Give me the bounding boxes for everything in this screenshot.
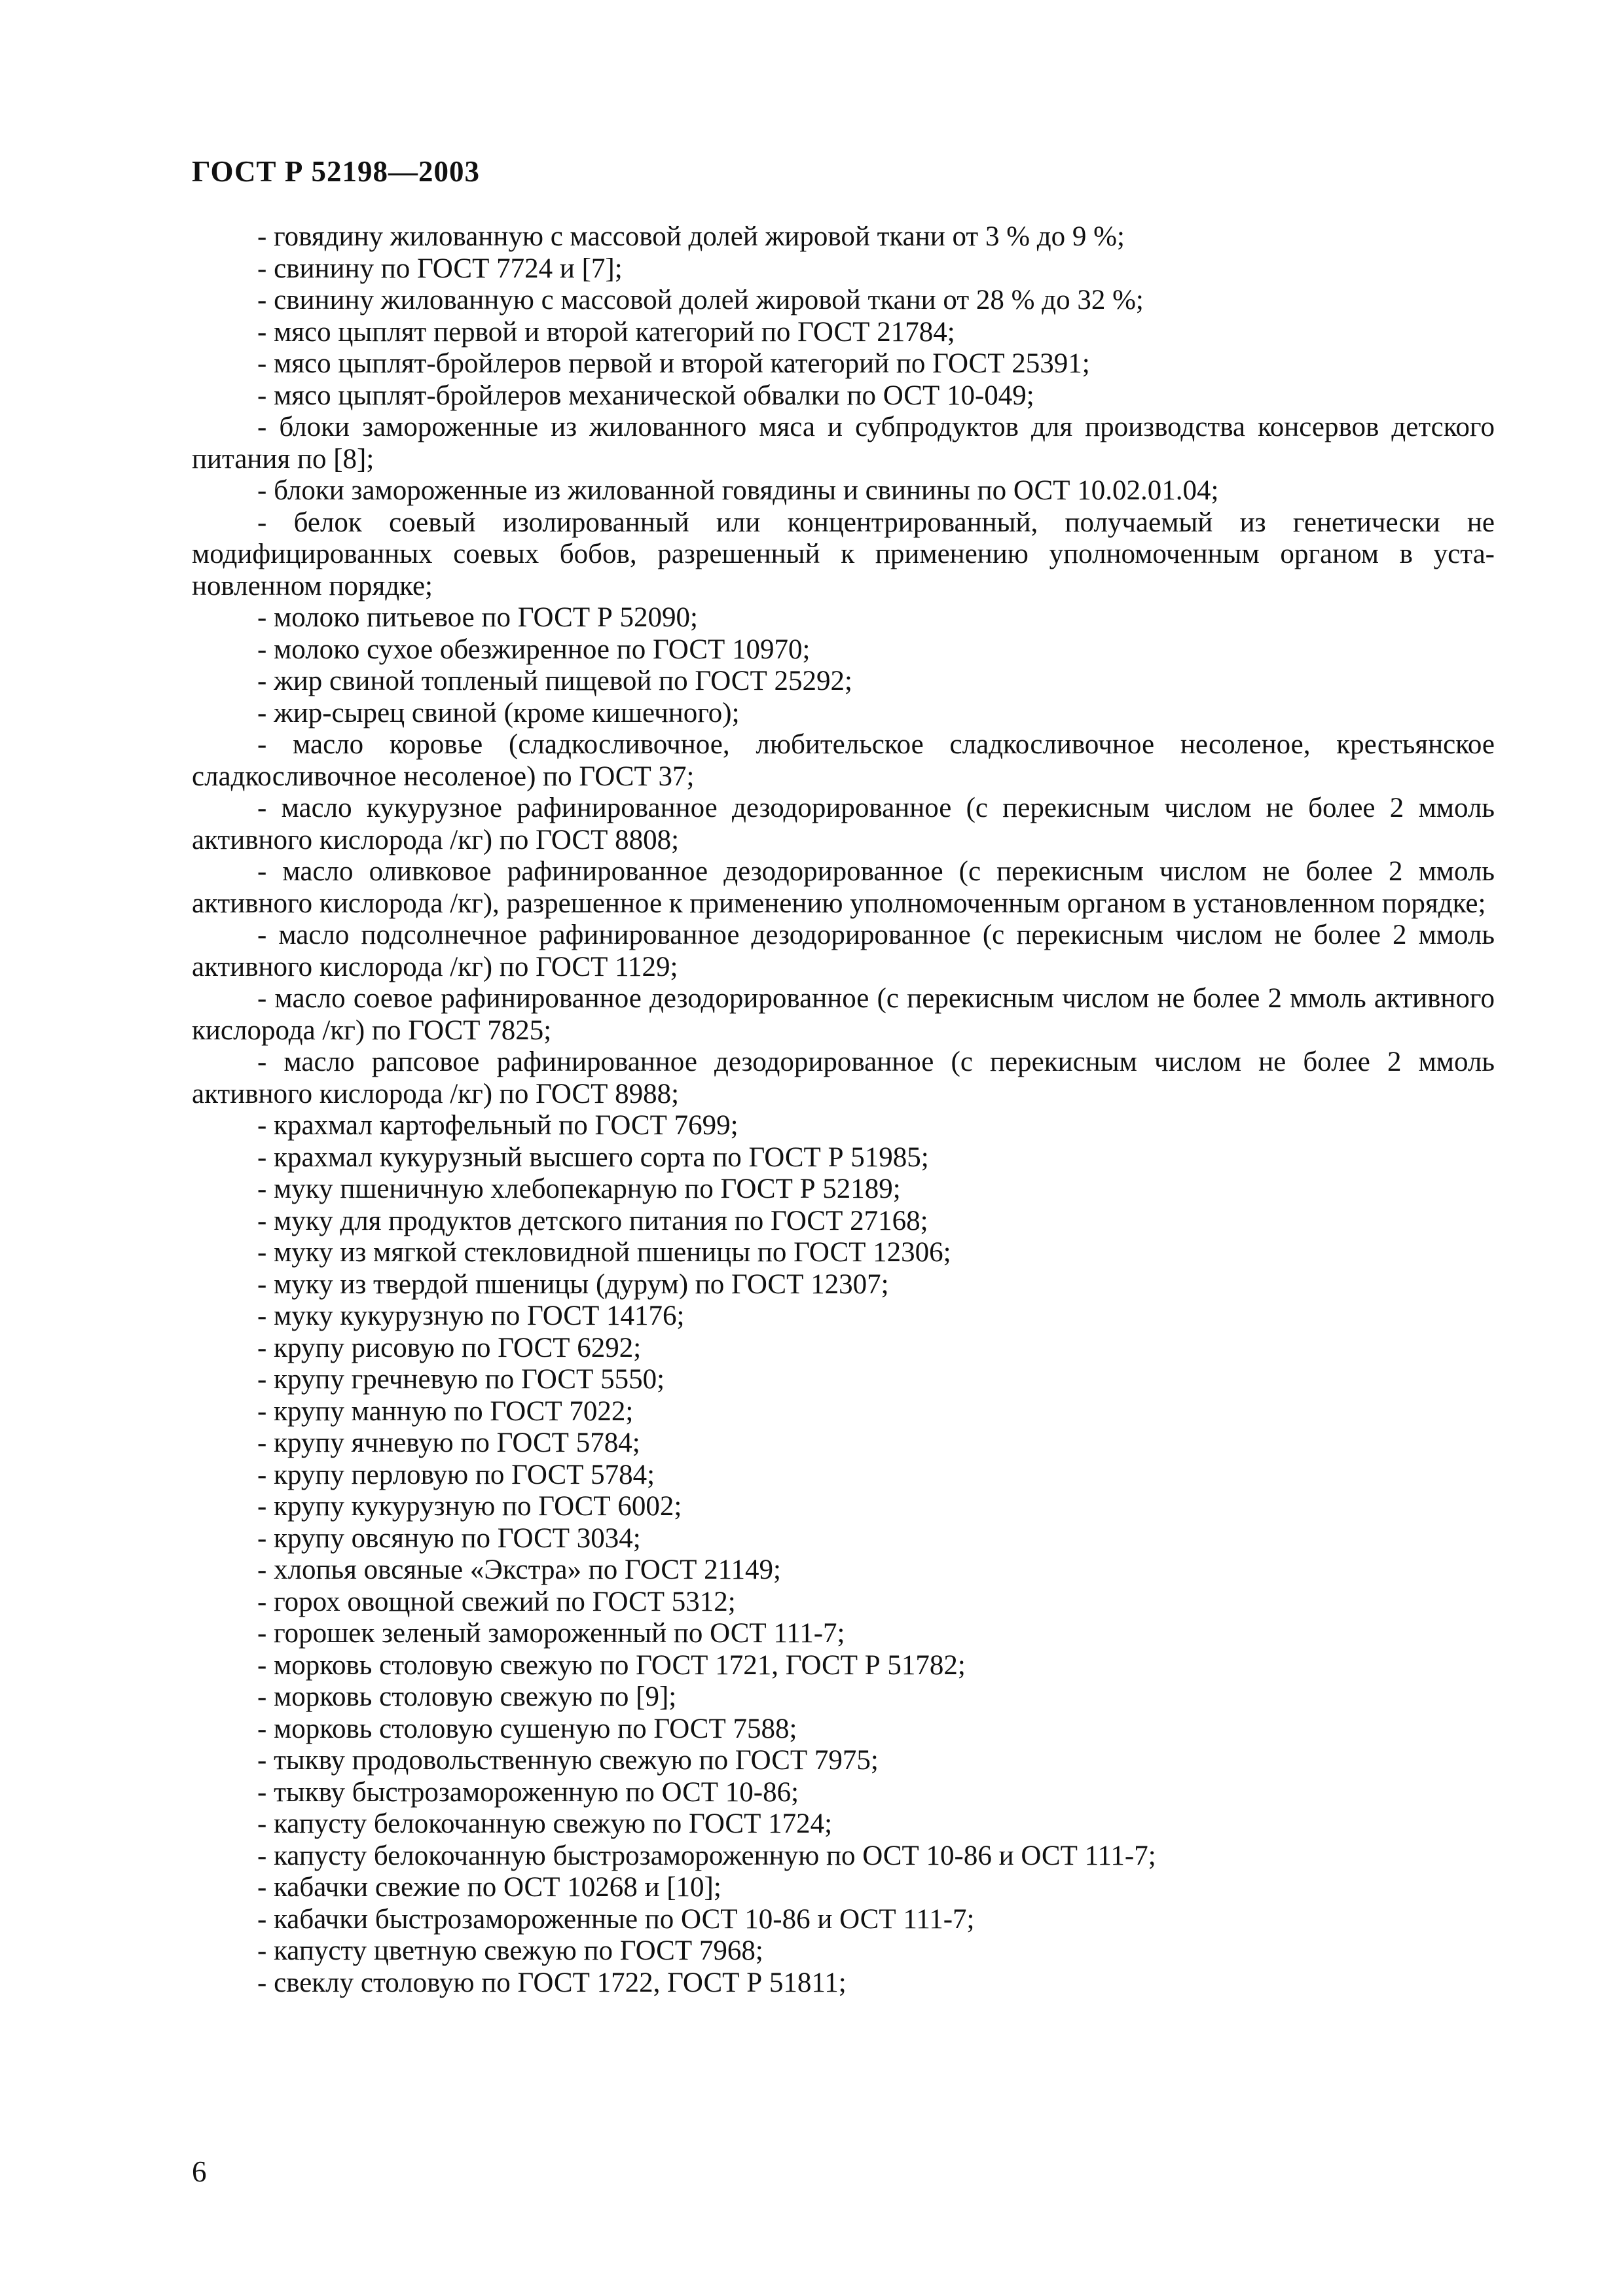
list-item: - муку из твердой пшеницы (дурум) по ГОСТ 12307; (257, 1268, 889, 1300)
list-item: - жир-сырец свиной (кроме кишечного); (257, 697, 740, 728)
list-item: - тыкву продовольственную свежую по ГОСТ 7975; (257, 1745, 879, 1776)
list-item: - крахмал картофельный по ГОСТ 7699; (257, 1110, 739, 1141)
list-item: - масло кукурузное рафинированное дезодорированное (с перекисным числом не более 2 ммоль активного кислорода /кг) по ГОСТ 8808; (192, 793, 1495, 855)
list-item: - муку для продуктов детского питания по ГОСТ 27168; (257, 1205, 928, 1236)
list-item: - крупу гречневую по ГОСТ 5550; (257, 1364, 665, 1395)
list-item: - масло подсолнечное рафинированное дезодорированное (с перекисным числом не более 2 ммоль активного кислорода /кг) по ГОСТ 1129; (192, 920, 1495, 982)
list-item: - крупу ячневую по ГОСТ 5784; (257, 1427, 640, 1458)
list-item: - масло коровье (сладкосливочное, любительское сладкосливочное несоленое, крестьянское сладкосливочное несоленое) по ГОСТ 37; (192, 729, 1495, 792)
document-body (192, 221, 1495, 1999)
list-item: - масло оливковое рафинированное дезодорированное (с перекисным числом не более 2 ммоль активного кислорода /кг), разрешенное к применению уполномоченным органом в установленном порядке; (192, 856, 1495, 919)
list-item: - крахмал кукурузный высшего сорта по ГОСТ Р 51985; (257, 1141, 929, 1173)
list-item: - кабачки быстрозамороженные по ОСТ 10-86 и ОСТ 111-7; (257, 1903, 975, 1935)
list-item: - масло рапсовое рафинированное дезодорированное (с перекисным числом не более 2 ммоль активного кислорода /кг) по ГОСТ 8988; (192, 1047, 1495, 1109)
list-item: - морковь столовую сушеную по ГОСТ 7588; (257, 1713, 797, 1744)
list-item: - муку из мягкой стекловидной пшеницы по ГОСТ 12306; (257, 1237, 951, 1268)
list-item: - муку пшеничную хлебопекарную по ГОСТ Р 52189; (257, 1174, 901, 1204)
list-item: - кабачки свежие по ОСТ 10268 и [10]; (257, 1872, 721, 1903)
list-item: - капусту белокочанную быстрозамороженную по ОСТ 10-86 и ОСТ 111-7; (257, 1840, 1156, 1871)
list-item: - морковь столовую свежую по [9]; (257, 1681, 677, 1712)
list-item: - морковь столовую свежую по ГОСТ 1721, ГОСТ Р 51782; (257, 1649, 966, 1681)
list-item: - мясо цыплят-бройлеров механической обвалки по ОСТ 10-049; (257, 380, 1034, 411)
list-item: - крупу кукурузную по ГОСТ 6002; (257, 1491, 682, 1522)
list-item: - капусту цветную свежую по ГОСТ 7968; (257, 1935, 763, 1966)
list-item: - белок соевый изолированный или концентрированный, получаемый из генетически не модифицированных соевых бобов, разрешенный к применению уполномоченным органом в уста-новленном порядке; (192, 507, 1495, 601)
list-item: - муку кукурузную по ГОСТ 14176; (257, 1300, 685, 1331)
list-item: - свинину по ГОСТ 7724 и [7]; (257, 253, 623, 284)
list-item: - крупу манную по ГОСТ 7022; (257, 1395, 634, 1427)
page-number: 6 (192, 2155, 207, 2188)
list-item: - молоко питьевое по ГОСТ Р 52090; (257, 602, 698, 633)
document-header: ГОСТ Р 52198—2003 (192, 155, 481, 188)
list-item: - горошек зеленый замороженный по ОСТ 111-7; (257, 1618, 845, 1649)
list-item: - хлопья овсяные «Экстра» по ГОСТ 21149; (257, 1554, 781, 1585)
list-item: - крупу овсяную по ГОСТ 3034; (257, 1522, 641, 1554)
list-item: - крупу перловую по ГОСТ 5784; (257, 1459, 655, 1490)
list-item: - масло соевое рафинированное дезодорированное (с перекисным числом не более 2 ммоль активного кислорода /кг) по ГОСТ 7825; (192, 983, 1495, 1046)
list-item: - блоки замороженные из жилованного мяса и субпродуктов для производства консервов детского питания по [8]; (192, 412, 1495, 475)
list-item: - крупу рисовую по ГОСТ 6292; (257, 1332, 642, 1363)
list-item: - горох овощной свежий по ГОСТ 5312; (257, 1586, 736, 1617)
list-item: - блоки замороженные из жилованной говядины и свинины по ОСТ 10.02.01.04; (257, 475, 1219, 506)
list-item: - молоко сухое обезжиренное по ГОСТ 10970; (257, 634, 811, 665)
list-item: - свинину жилованную с массовой долей жировой ткани от 28 % до 32 %; (257, 285, 1144, 315)
list-item: - тыкву быстрозамороженную по ОСТ 10-86; (257, 1776, 799, 1808)
list-item: - жир свиной топленый пищевой по ГОСТ 25292; (257, 666, 852, 696)
list-item: - мясо цыплят-бройлеров первой и второй категорий по ГОСТ 25391; (257, 348, 1090, 379)
list-item: - мясо цыплят первой и второй категорий по ГОСТ 21784; (257, 316, 955, 348)
list-item: - капусту белокочанную свежую по ГОСТ 1724; (257, 1808, 833, 1839)
list-item: - свеклу столовую по ГОСТ 1722, ГОСТ Р 51811; (257, 1967, 847, 1998)
list-item: - говядину жилованную с массовой долей жировой ткани от 3 % до 9 %; (257, 221, 1125, 252)
